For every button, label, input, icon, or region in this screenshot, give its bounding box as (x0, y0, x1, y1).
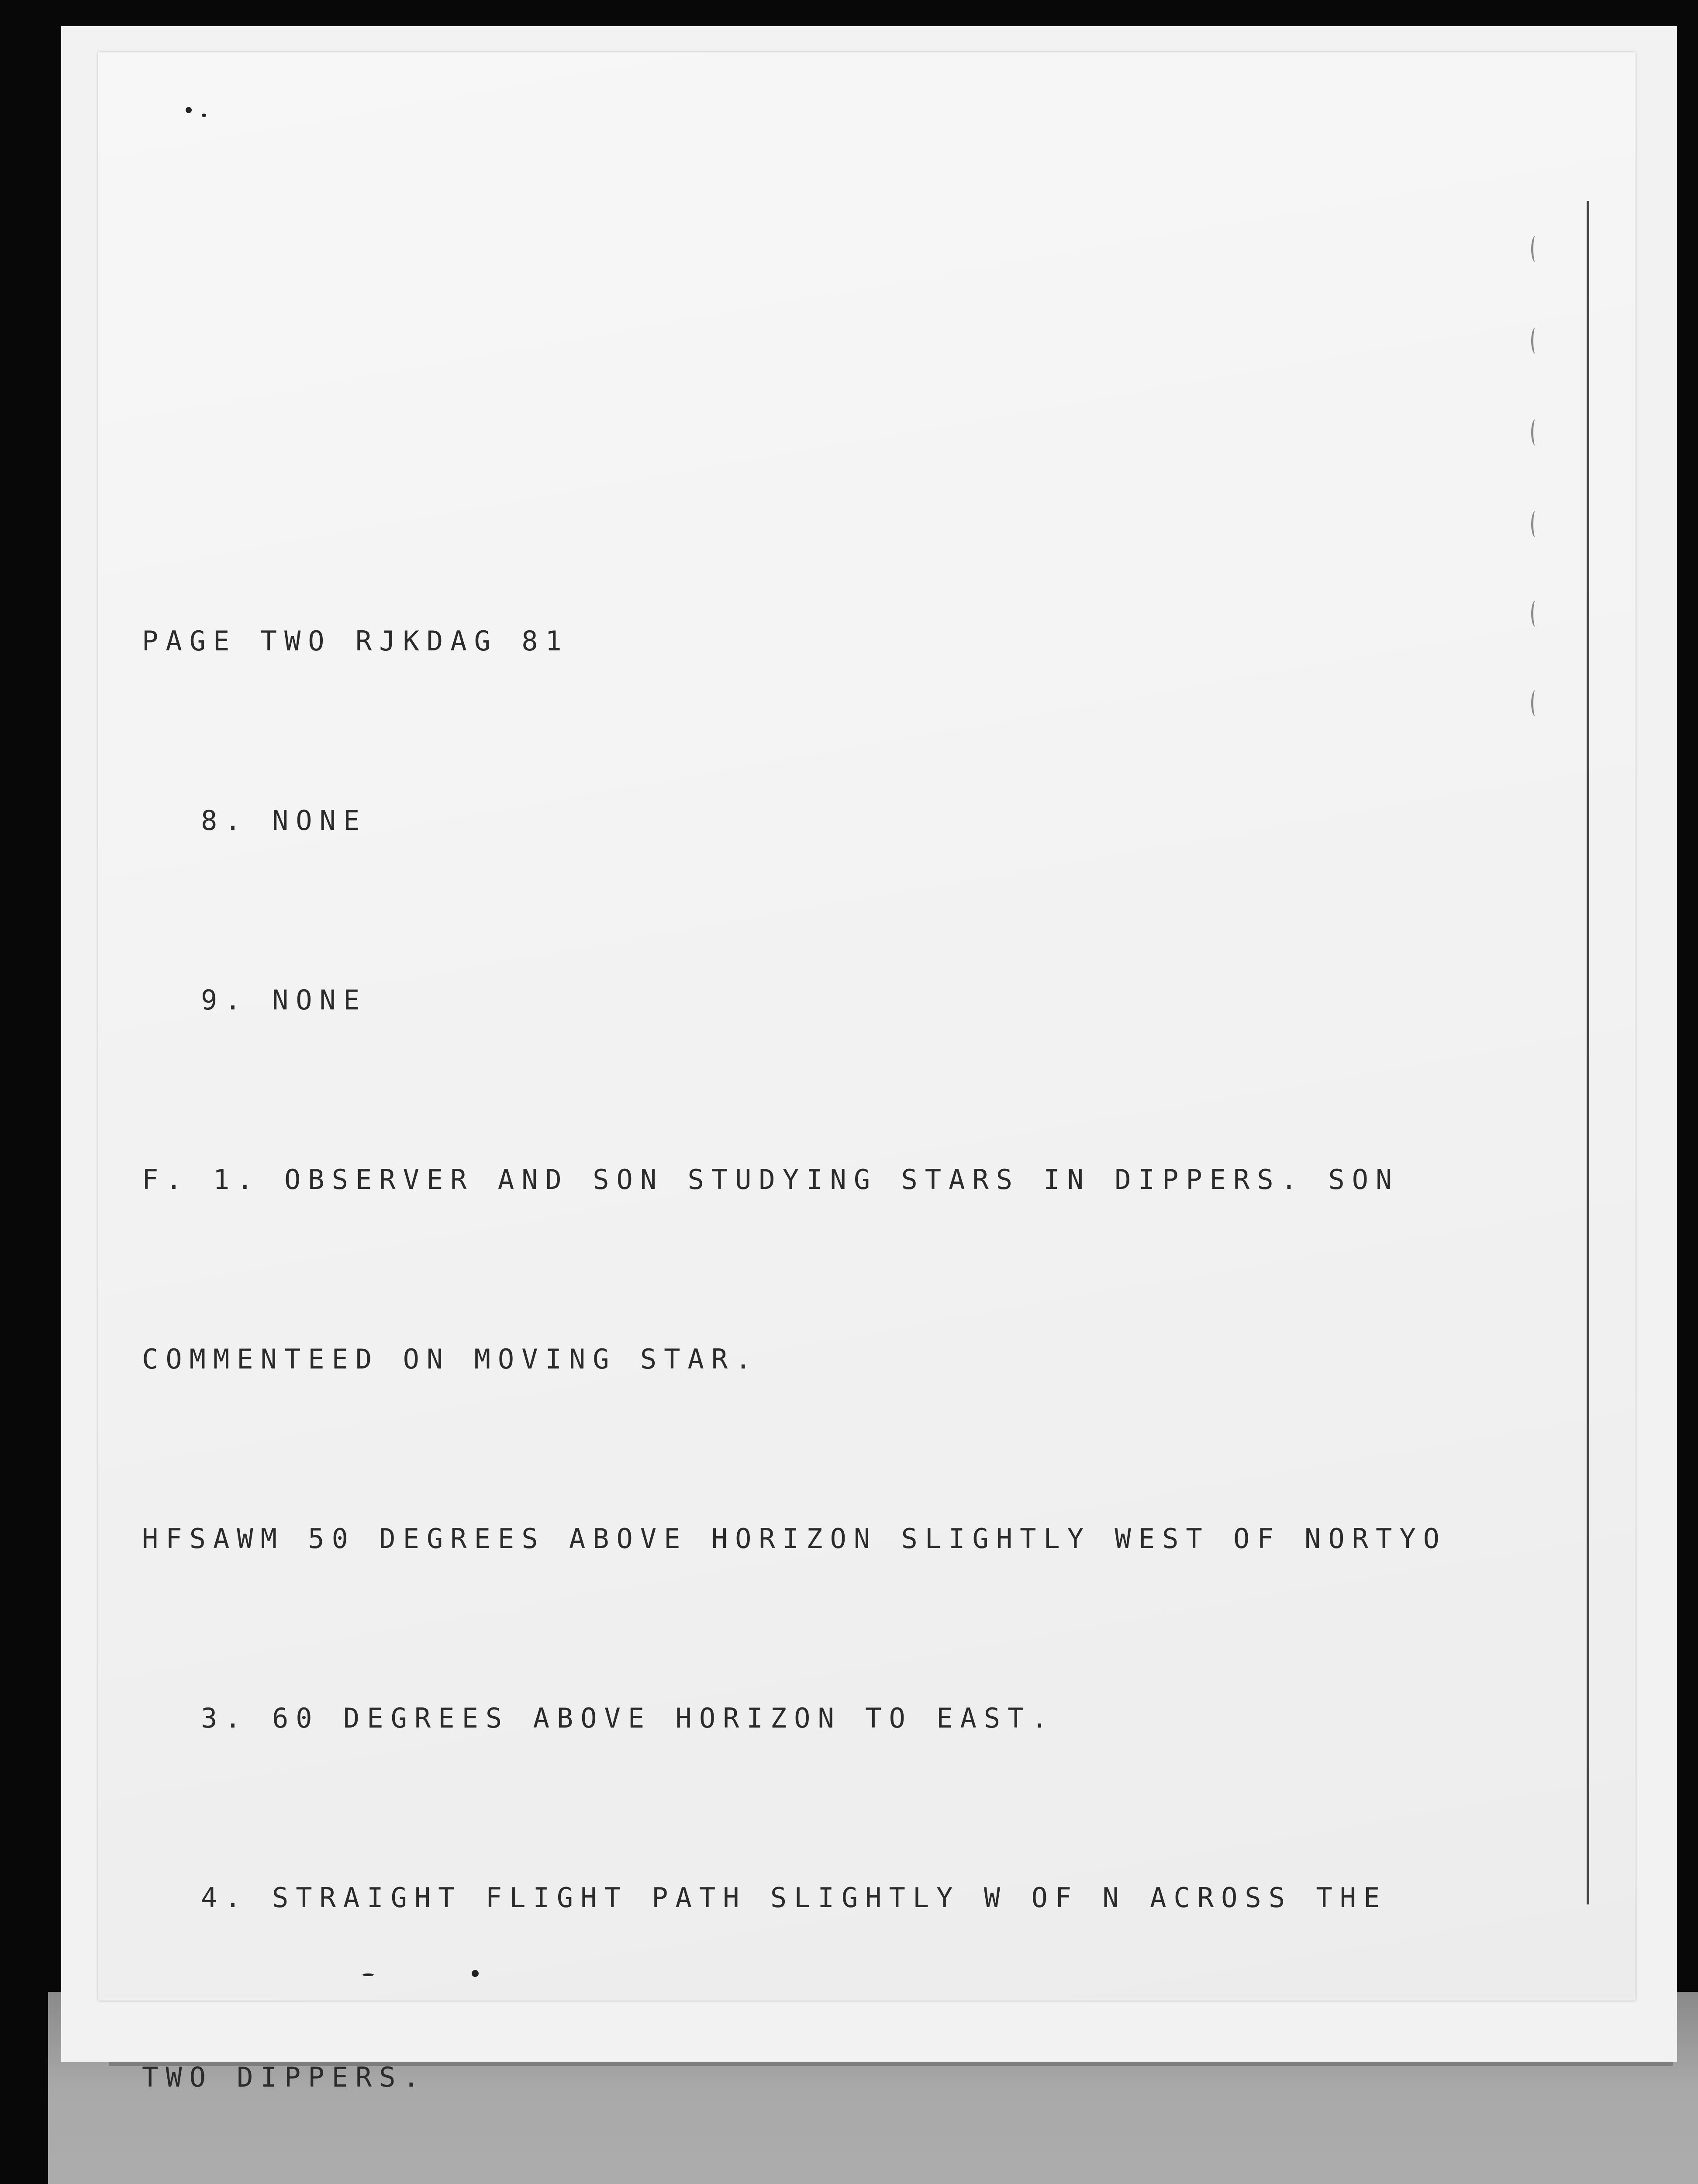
page-edge-line (1587, 201, 1589, 1904)
text-line: 4. STRAIGHT FLIGHT PATH SLIGHTLY W OF N ACROSS THE (201, 1882, 1387, 1914)
margin-mark (1531, 328, 1539, 354)
text-line: COMMENTEED ON MOVING STAR. (142, 1343, 759, 1375)
margin-mark (1531, 236, 1539, 262)
text-line: F. 1. OBSERVER AND SON STUDYING STARS IN DIPPERS. SON (142, 1164, 1400, 1196)
text-line: TWO DIPPERS. (142, 2061, 427, 2093)
text-line: PAGE TWO RJKDAG 81 (142, 625, 569, 657)
text-line: 3. 60 DEGREES ABOVE HORIZON TO EAST. (201, 1702, 1055, 1734)
margin-mark (1531, 419, 1539, 446)
speck (186, 107, 192, 113)
text-line: 9. NONE (201, 984, 367, 1016)
document-text (142, 491, 1447, 2184)
text-line: HFSAWM 50 DEGREES ABOVE HORIZON SLIGHTLY WEST OF NORTYO (142, 1523, 1447, 1555)
text-line: 8. NONE (201, 805, 367, 836)
margin-mark (1531, 511, 1539, 537)
margin-mark (1531, 690, 1539, 716)
margin-mark (1531, 601, 1539, 627)
speck (202, 114, 206, 117)
